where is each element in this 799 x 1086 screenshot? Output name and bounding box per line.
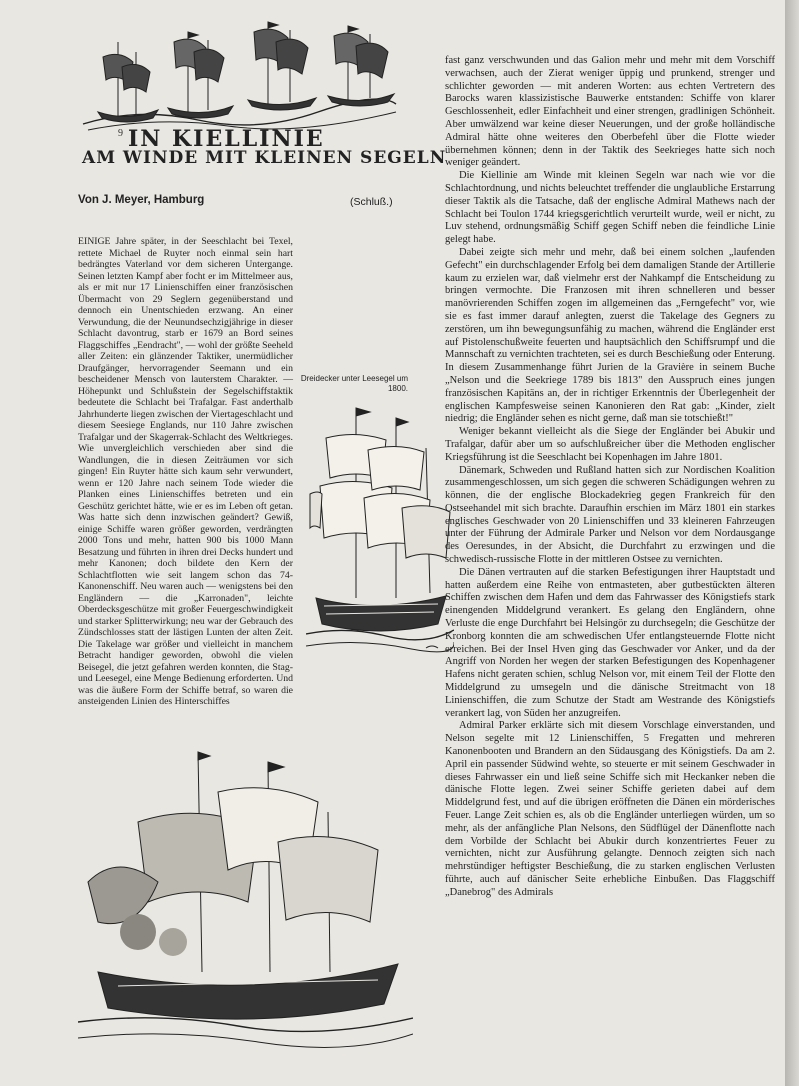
paragraph: Admiral Parker erklärte sich mit diesem Vorschlage einverstanden, und Nelson segelte mit 12 Linienschiffen, 5 Fregatten und mehreren Kanonenbooten und Brandern an den Südausgang des Königstiefs. Da am 2. April ein passender Südwind wehte, so steuerte er mit seinem Geschwader in dieses Fahrwasser ein und ließ seine Schiffe sich mit Heckanker neben die dänische Flotte legen. Zwei seiner Schiffe gerieten dabei auf dem Middelgrund fest, und auf die übrigen eröffneten die Dänen ein mörderisches Feuer. Lange Zeit schien es, als ob die Engländer unterliegen würden, um so mehr, als der anfängliche Plan Nelsons, den Südflügel der Dänenflotte nach dem Vorbilde der Schlacht bei Abukir durch konzentriertes Feuer zu vernichten, nicht zur Ausführung gelangte. Dennoch zeigten sich nach mehrstündiger heftigster Beschießung, die zu starken englischen Verlusten führte, auch auf dänischer Seite erhebliche Einbußen. Das Flaggschiff „Danebrog" des Admirals [445,720,775,898]
paragraph: Die Kiellinie am Winde mit kleinen Segeln war nach wie vor die Schlachtordnung, und nichts beleuchtet treffender die unglaubliche Erstarrung dieser Taktik als die Tatsache, daß der englische Admiral Mathews nach der Schlacht bei Toulon 1744 kriegsgerichtlich verurteilt wurde, weil er nicht, zu Luv stehend, ordnungsmäßig Schiff gegen Schiff neben die feindliche Linie gelegt habe. [445,170,775,246]
column-2 [445,55,775,900]
article-subtitle: AM WINDE MIT KLEINEN SEGELN [82,148,447,168]
page-number: 9 [118,128,123,139]
naval-battle-illustration [78,732,413,1058]
paragraph: Die Dänen vertrauten auf die starken Befestigungen ihrer Hauptstadt und hatten außerdem eine Reihe von entmasteten, aber gutbestückten älteren Schiffen zwischen dem Hafen und dem das Fahrwasser des Königstiefs stark einengenden Middelgrund verankert. Es gelang den Engländern, ohne Verluste die enge Durchfahrt bei Helsingör zu durchsegeln; die Geschütze der Kronborg konnten die am schwedischen Ufer entlangsteuernde Flotte nicht erreichen. Bei der Insel Hven ging das Geschwader vor Anker, und da der Angriff von Norden her wegen der starken Befestigungen des Kopenhagener Hafens nicht geraten schien, schlug Nelson vor, mit einem Teil der Flotte den Middelgrund zu umsegeln und die dänische Streitmacht von 18 Linienschiffen, die zum Schutze der Stadt am Westrande des Königstiefs verankert lag, von Süden her anzugreifen. [445,566,775,719]
continuation-note: (Schluß.) [350,196,393,208]
paragraph: Weniger bekannt vielleicht als die Siege der Engländer bei Abukir und Trafalgar, dafür aber um so aufschlußreicher über die Methoden englischer Kriegsführung ist die Seeschlacht bei Kopenhagen im Jahre 1801. [445,426,775,463]
paragraph: Dänemark, Schweden und Rußland hatten sich zur Nordischen Koalition zusammengeschlossen, um sich gegen die schweren Schädigungen wehren zu können, die der englische Blockadekrieg gegen Frankreich für den Ostseehandel mit sich brachte. Daraufhin erschien im März 1801 ein starkes englisches Geschwader von 20 Linienschiffen und 33 kleineren Fahrzeugen unter der Führung der Admirale Parker und Nelson vor dem Nordausgange des Oeresundes, in der Absicht, die Durchfahrt zu erzwingen und die schwedisch-russische Flotte in der mittleren Ostsee zu vernichten. [445,464,775,566]
article-title: IN KIELLINIE [128,126,325,152]
three-decker-ship-illustration [306,398,454,660]
author-byline: Von J. Meyer, Hamburg [78,194,205,206]
paragraph: Dabei zeigte sich mehr und mehr, daß bei einem solchen „laufenden Gefecht" ein durchschlagender Erfolg bei dem damaligen Stande der Artillerie kaum zu erzielen war, daß vielmehr erst der Nahkampf die Entscheidung zu bringen vermochte. Die Franzosen mit ihren schnelleren und besser manövrierenden Schiffen zogen im allgemeinen das „Ferngefecht" vor, wie sie es fast immer darauf anlegten, zuerst die Takelage des Gegners zu zerstören, um ihn bewegungsunfähig zu machen, während die Engländer erst auf Pistolenschußweite feuerten und hauptsächlich den Schiffsrumpf und die Mannschaft zu vernichten trachteten, sei es durch Beschießung oder Enterung. In diesem Zusammenhange führt Jurien de la Gravière in seinem Buche „Nelson und die Seekriege 1789 bis 1813" den Ausspruch eines jungen französischen Kapitäns an, der in richtiger Erkenntnis der Überlegenheit der englischen Kampfesweise seinen Kanonieren den Rat gab: „Kinder, zielt niedrig; die Engländer sehen es nicht gerne, daß man sie totschießt!" [445,246,775,425]
book-binding-edge [785,0,799,1086]
paragraph: EINIGE Jahre später, in der Seeschlacht bei Texel, rettete Michael de Ruyter noch einmal sein hart bedrängtes Vaterland vor dem sicheren Untergange. Seinen letzten Kampf aber focht er im Mittelmeer aus, als er mit nur 17 Linienschiffen einer französischen Übermacht von 29 Seglern gegenüberstand und dennoch ein Unentschieden erzwang. An einer Verwundung, die der Neunundsechzigjährige in dieser Schlacht davontrug, starb er 1679 an Bord seines Flaggschiffes „Eendracht", — wohl der größte Seeheld aller Zeiten: ein glänzender Taktiker, unermüdlicher Draufgänger, hervorragender Seemann und ein bescheidener Mensch von lauterstem Charakter. — Höhepunkt und Schlußstein der Segelschiffstaktik bedeutete die Schlacht bei Trafalgar. Fast anderthalb Jahrhunderte liegen zwischen der Viertageschlacht und diesem Seesiege Englands, nur 110 Jahre zwischen Trafalgar und der Skagerrak-Schlacht des Weltkrieges. Wie unvergleichlich verschieden aber sind die Wandlungen, die in diesen Zeiträumen vor sich gingen! Ein Ruyter hätte sich kaum sehr verwundert, wenn er 120 Jahre nach seinem Tode wieder die Planken eines Linienschiffes betreten und ein Geschütz gerichtet hätte, wie er es im Leben oft getan. Was hatte sich denn inzwischen geändert? Gewiß, einige Schiffe waren größer geworden, verdrängten 2000 Tons und mehr, hatten 900 bis 1000 Mann Besatzung und führten in ihren drei Decks hundert und mehr Kanonen; doch bildete den Kern der Schlachtflotten wie seit langem schon das 74-Kanonenschiff. Neu waren auch — wenigstens bei den Engländern — die „Karronaden", leichte Oberdecksgeschütze mit großer Feuergeschwindigkeit und starker Splitterwirkung; neu war der Gebrauch des Zündschlosses statt der lästigen Lunten der alten Zeit. Die Takelage war größer und vielleicht in manchem Betracht handiger geworden, obwohl die vielen Beisegel, die jetzt gefahren werden konnten, die Stag- und Leesegel, eine Menge Bedienung erforderten. Und was die äußere Form der Schiffe betraf, so waren die ansteigenden Linien des Hinterschiffes [78,236,293,707]
column-1 [78,236,293,708]
paragraph: fast ganz verschwunden und das Galion mehr und mehr mit dem Vorschiff verwachsen, auch der Zierat weniger üppig und prunkend, strenger und schlichter geworden — mit anderen Worten: aus echten Vertretern des Barocks waren klassizistische Bauwerke entstanden: Schiffe von klarer Geschlossenheit, edler Einfachheit und einer strengen, gradlinigen Schönheit. Aber umwälzend war keine dieser Neuerungen, und der große holländische Admiral hätte ohne weiteres den Oberbefehl über die Flotte wieder übernehmen können; denn in der Taktik des Seekrieges hatte sich noch weniger geändert. [445,55,775,169]
illustration-caption: Dreidecker unter Leesegel um 1800. [300,374,408,393]
